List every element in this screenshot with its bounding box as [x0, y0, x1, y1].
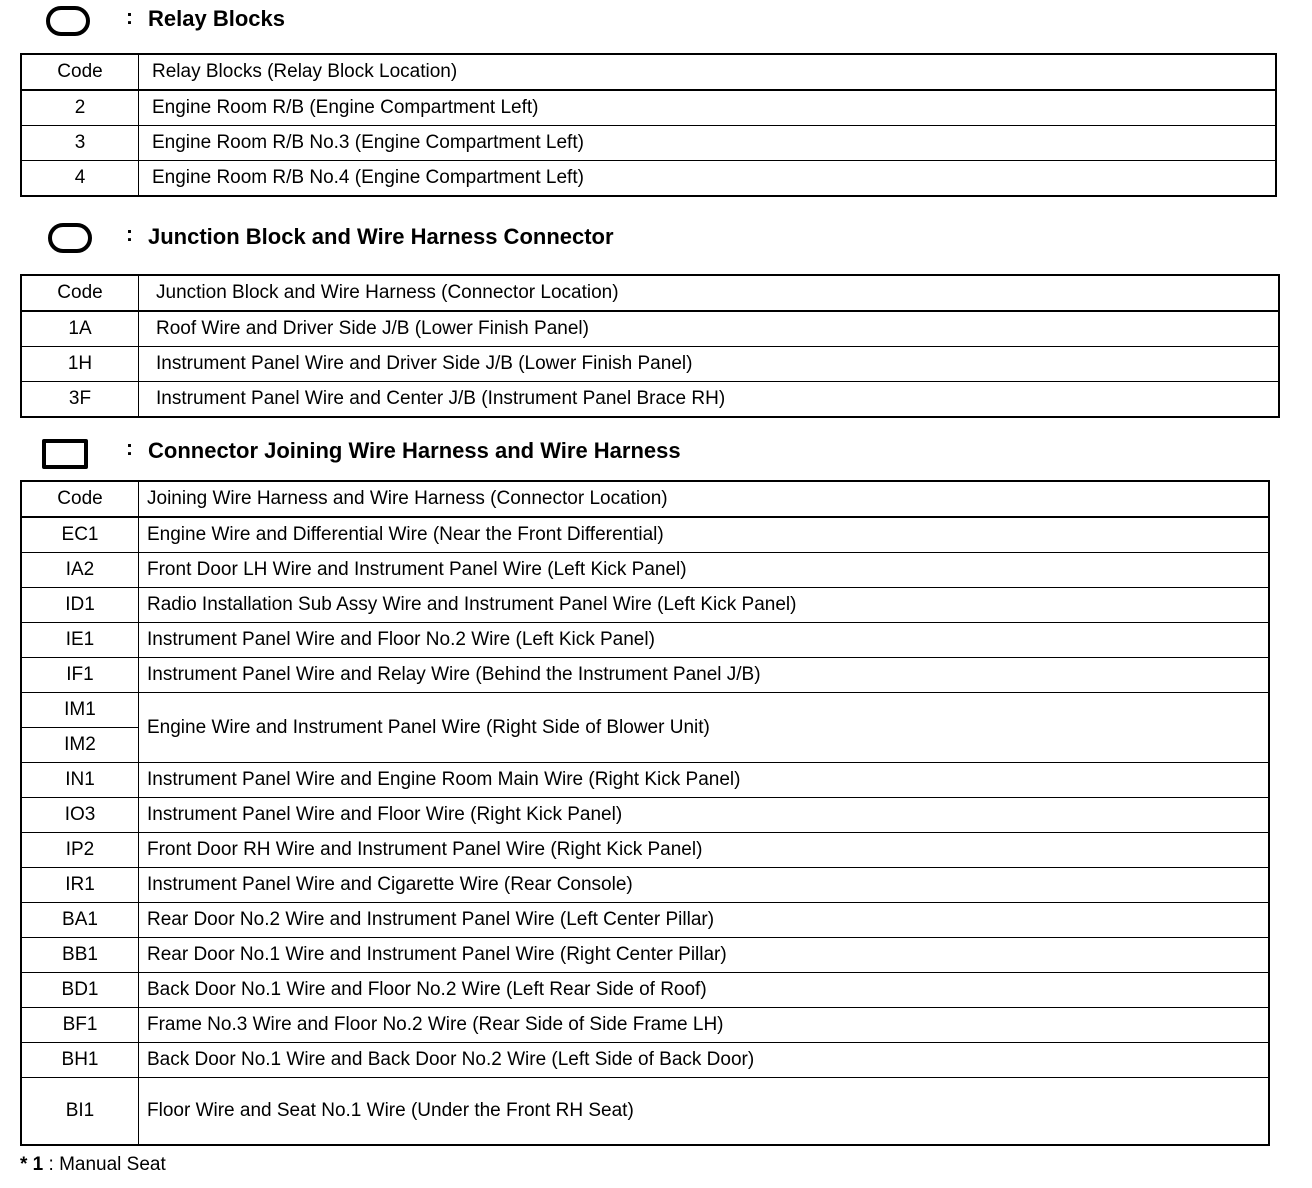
table-row — [21, 311, 1279, 347]
location-cell: Instrument Panel Wire and Engine Room Main Wire (Right Kick Panel) — [139, 763, 1270, 798]
table-row — [21, 833, 1269, 868]
location-cell: Front Door RH Wire and Instrument Panel Wire (Right Kick Panel) — [139, 833, 1270, 868]
location-header: Junction Block and Wire Harness (Connector Location) — [139, 275, 1280, 311]
location-header: Joining Wire Harness and Wire Harness (Connector Location) — [139, 481, 1270, 517]
table-row — [21, 517, 1269, 553]
table-row — [21, 347, 1279, 382]
code-cell: BD1 — [21, 973, 139, 1008]
table-row — [21, 903, 1269, 938]
table-row — [21, 798, 1269, 833]
heading-colon: : — [126, 6, 133, 29]
location-cell: Back Door No.1 Wire and Back Door No.2 Wire (Left Side of Back Door) — [139, 1043, 1270, 1078]
table-row — [21, 161, 1276, 197]
connector-heading — [0, 432, 900, 472]
code-cell: 3F — [21, 382, 139, 418]
table-row — [21, 868, 1269, 903]
rectangle-icon — [42, 439, 88, 469]
footnote-mark: * 1 — [20, 1154, 44, 1175]
heading-colon: : — [126, 437, 133, 460]
table-row — [21, 126, 1276, 161]
table-row — [21, 588, 1269, 623]
code-cell: IN1 — [21, 763, 139, 798]
location-cell: Instrument Panel Wire and Center J/B (Instrument Panel Brace RH) — [139, 382, 1280, 418]
location-cell: Instrument Panel Wire and Floor Wire (Right Kick Panel) — [139, 798, 1270, 833]
code-cell: ID1 — [21, 588, 139, 623]
location-cell: Instrument Panel Wire and Floor No.2 Wire (Left Kick Panel) — [139, 623, 1270, 658]
footnote — [20, 1154, 166, 1176]
table-row — [21, 90, 1276, 126]
section-title: Relay Blocks — [148, 6, 285, 31]
footnote-text: : Manual Seat — [48, 1154, 166, 1175]
junction-block-table — [20, 274, 1280, 418]
location-cell: Engine Room R/B No.4 (Engine Compartment Left) — [139, 161, 1277, 197]
table-row — [21, 763, 1269, 798]
section-title: Connector Joining Wire Harness and Wire Harness — [148, 438, 681, 463]
location-cell: Floor Wire and Seat No.1 Wire (Under the Front RH Seat) — [139, 1078, 1270, 1146]
location-header: Relay Blocks (Relay Block Location) — [139, 54, 1277, 90]
code-cell: IP2 — [21, 833, 139, 868]
location-cell: Frame No.3 Wire and Floor No.2 Wire (Rear Side of Side Frame LH) — [139, 1008, 1270, 1043]
location-cell: Rear Door No.1 Wire and Instrument Panel Wire (Right Center Pillar) — [139, 938, 1270, 973]
code-cell: BB1 — [21, 938, 139, 973]
table-row — [21, 1078, 1269, 1146]
table-row — [21, 382, 1279, 418]
location-cell: Engine Room R/B (Engine Compartment Left) — [139, 90, 1277, 126]
code-cell: 1A — [21, 311, 139, 347]
location-cell: Engine Wire and Instrument Panel Wire (Right Side of Blower Unit) — [139, 693, 1270, 763]
code-cell: IE1 — [21, 623, 139, 658]
table-row — [21, 553, 1269, 588]
code-cell: IR1 — [21, 868, 139, 903]
relay-blocks-heading — [0, 0, 900, 40]
location-cell: Radio Installation Sub Assy Wire and Instrument Panel Wire (Left Kick Panel) — [139, 588, 1270, 623]
location-cell: Roof Wire and Driver Side J/B (Lower Finish Panel) — [139, 311, 1280, 347]
connector-table — [20, 480, 1270, 1146]
heading-colon: : — [126, 223, 133, 246]
code-header: Code — [21, 275, 139, 311]
code-header: Code — [21, 481, 139, 517]
location-cell: Back Door No.1 Wire and Floor No.2 Wire (Left Rear Side of Roof) — [139, 973, 1270, 1008]
table-row — [21, 693, 1269, 728]
code-cell: 4 — [21, 161, 139, 197]
table-row — [21, 973, 1269, 1008]
location-cell: Front Door LH Wire and Instrument Panel Wire (Left Kick Panel) — [139, 553, 1270, 588]
location-cell: Rear Door No.2 Wire and Instrument Panel Wire (Left Center Pillar) — [139, 903, 1270, 938]
code-cell: IO3 — [21, 798, 139, 833]
table-row — [21, 1043, 1269, 1078]
table-row — [21, 938, 1269, 973]
table-header-row — [21, 481, 1269, 517]
rounded-rectangle-icon — [46, 6, 90, 36]
location-cell: Instrument Panel Wire and Cigarette Wire (Rear Console) — [139, 868, 1270, 903]
code-cell: BI1 — [21, 1078, 139, 1146]
code-cell: IM2 — [21, 728, 139, 763]
junction-block-heading — [0, 218, 900, 258]
code-cell: 1H — [21, 347, 139, 382]
location-cell: Engine Wire and Differential Wire (Near the Front Differential) — [139, 517, 1270, 553]
location-cell: Instrument Panel Wire and Relay Wire (Behind the Instrument Panel J/B) — [139, 658, 1270, 693]
table-header-row — [21, 275, 1279, 311]
table-row — [21, 658, 1269, 693]
code-cell: IM1 — [21, 693, 139, 728]
code-header: Code — [21, 54, 139, 90]
code-cell: IF1 — [21, 658, 139, 693]
code-cell: IA2 — [21, 553, 139, 588]
code-cell: BH1 — [21, 1043, 139, 1078]
code-cell: BA1 — [21, 903, 139, 938]
code-cell: EC1 — [21, 517, 139, 553]
section-title: Junction Block and Wire Harness Connector — [148, 224, 614, 249]
location-cell: Engine Room R/B No.3 (Engine Compartment Left) — [139, 126, 1277, 161]
code-cell: 2 — [21, 90, 139, 126]
table-header-row — [21, 54, 1276, 90]
relay-blocks-table — [20, 53, 1277, 197]
code-cell: 3 — [21, 126, 139, 161]
location-cell: Instrument Panel Wire and Driver Side J/B (Lower Finish Panel) — [139, 347, 1280, 382]
table-row — [21, 623, 1269, 658]
code-cell: BF1 — [21, 1008, 139, 1043]
table-row — [21, 1008, 1269, 1043]
rounded-rectangle-icon — [48, 223, 92, 253]
